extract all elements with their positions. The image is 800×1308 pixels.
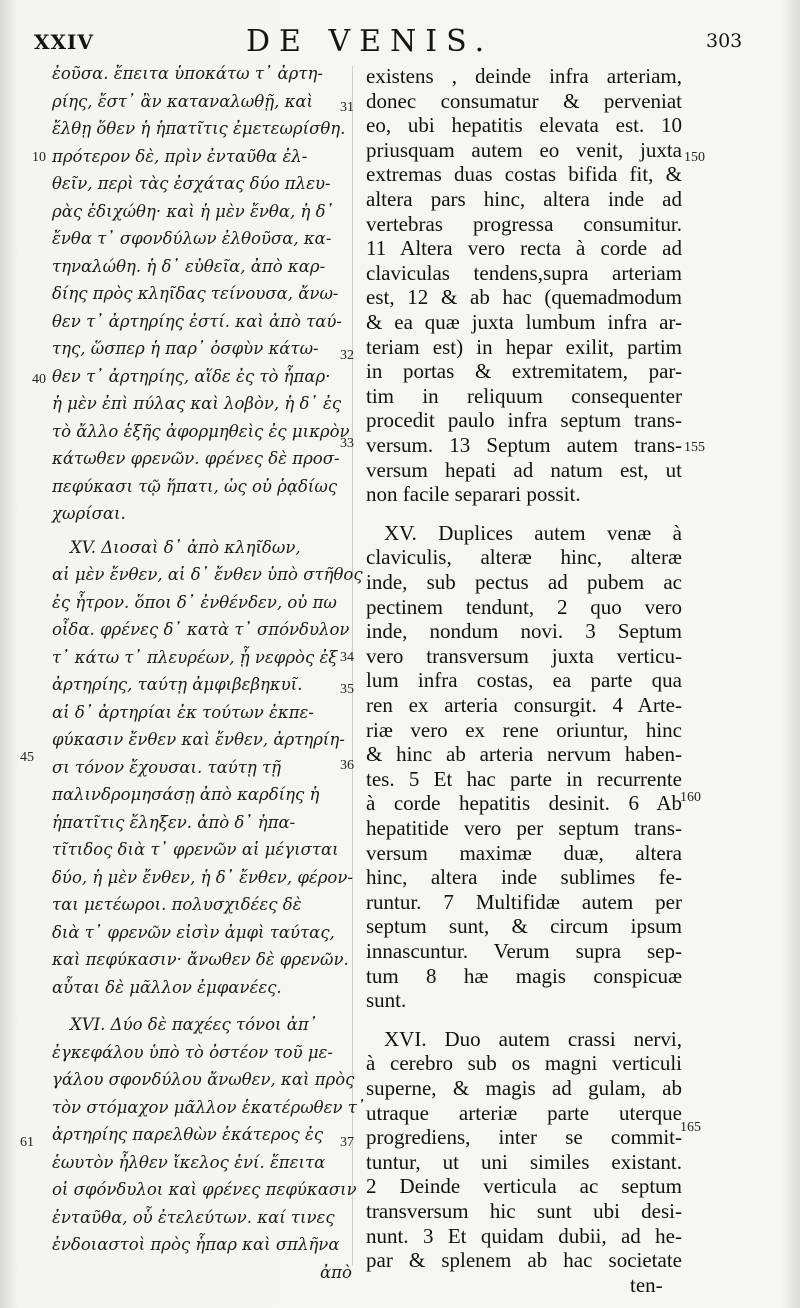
greek-text-line: φύκασιν ἔνθεν καὶ ἔνθεν, ἀρτηρίη-	[52, 730, 345, 749]
margin-line-number: 33	[340, 436, 354, 451]
greek-text-line: αὗται δὲ μᾶλλον ἐμφανέες.	[52, 977, 282, 997]
margin-line-number: 160	[680, 790, 701, 805]
latin-text-line: existens , deinde infra arteriam,	[366, 64, 682, 88]
greek-text-line: χωρίσαι.	[52, 504, 126, 523]
latin-text-line: altera pars hinc, altera inde ad	[366, 187, 682, 211]
margin-line-number: 37	[340, 1135, 354, 1150]
latin-text-line: versum hepati ad natum est, ut	[366, 457, 682, 482]
latin-text-line: tum 8 hæ magis conspicuæ	[366, 963, 682, 988]
margin-line-number: 34	[340, 650, 354, 665]
latin-text-line: à cerebro sub os magni verticuli	[366, 1051, 682, 1076]
greek-text-line: ρὰς ἐδιχώθη· καὶ ἡ μὲν ἔνθα, ἡ δ᾽	[52, 201, 334, 221]
greek-text-line: οἶδα. φρένες δ᾽ κατὰ τ᾽ σπόνδυλον	[52, 620, 350, 639]
greek-text-line: σι τόνον ἔχουσαι. ταύτῃ τῇ	[52, 757, 282, 777]
latin-text-line: versum maximæ duæ, altera	[366, 840, 682, 865]
latin-text-line: tim in reliquum consequenter	[366, 383, 682, 408]
greek-text-line: ἀρτηρίης, ταύτῃ ἀμφιβεβηκυῖ.	[52, 675, 303, 694]
margin-line-number: 40	[32, 372, 46, 387]
greek-text-line: τὸν στόμαχον μᾶλλον ἑκατέρωθεν τ᾽	[52, 1097, 366, 1117]
latin-text-line: innascuntur. Verum supra sep-	[366, 939, 682, 963]
latin-text-line: vero transversum juxta verticu-	[366, 643, 682, 668]
latin-text-line: septum sunt, & circum ipsum	[366, 914, 682, 939]
greek-text-line: τὸ ἄλλο ἑξῆς ἀφορμηθεὶς ἐς μικρὸν	[52, 421, 350, 441]
latin-text-line: XVI. Duo autem crassi nervi,	[384, 1026, 682, 1051]
greek-text-line: ἡ μὲν ἐπὶ πύλας καὶ λοβὸν, ἡ δ᾽ ἐς	[52, 394, 342, 413]
latin-text-line: & ea quæ juxta lumbum infra ar-	[366, 310, 682, 334]
latin-text-line: ten-	[630, 1272, 663, 1297]
latin-text-line: versum. 13 Septum autem trans-	[366, 433, 682, 457]
greek-text-line: XV. Διοσαὶ δ᾽ ἀπὸ κληῖδων,	[70, 537, 301, 557]
greek-text-line: ἐς ἦτρον. ὅποι δ᾽ ἐνθένδεν, οὐ πω	[52, 592, 337, 612]
latin-text-line: runtur. 7 Multifidæ autem per	[366, 889, 682, 914]
latin-text-line: claviculis, alteræ hinc, alteræ	[366, 545, 682, 570]
latin-text-line: tuntur, ut uni similes existant.	[366, 1149, 682, 1174]
latin-text-line: hinc, altera inde sublimes fe-	[366, 865, 682, 890]
margin-line-number: 10	[32, 150, 46, 165]
margin-line-number: 61	[20, 1135, 34, 1150]
latin-text-line: claviculas tendens,supra arteriam	[366, 260, 682, 285]
latin-text-line: non facile separari possit.	[366, 482, 581, 507]
latin-text-line: tes. 5 Et hac parte in recurrente	[366, 766, 682, 791]
greek-text-line: παλινδρομησάσῃ ἀπὸ καρδίης ἡ	[52, 785, 320, 804]
greek-text-line: ἔνθα τ᾽ σφονδύλων ἐλθοῦσα, κα-	[52, 229, 332, 248]
latin-text-line: donec consumatur & perveniat	[366, 88, 682, 113]
greek-text-line: δίης πρὸς κληῖδας τείνουσα, ἄνω-	[52, 284, 339, 303]
running-head-title: DE VENIS.	[246, 24, 494, 59]
latin-text-line: nunt. 3 Et quidam dubii, ad he-	[366, 1223, 682, 1248]
greek-text-line: ἐνταῦθα, οὗ ἐτελεύτων. καί τινες	[52, 1207, 335, 1227]
latin-text-line: pectinem tendunt, 2 quo vero	[366, 594, 682, 619]
greek-text-line: θεν τ᾽ ἀρτηρίης, αἵδε ἐς τὸ ἧπαρ·	[52, 366, 331, 386]
latin-text-line: sunt.	[366, 988, 407, 1013]
greek-text-line: XVI. Δύο δὲ παχέες τόνοι ἀπ᾽	[70, 1015, 317, 1034]
greek-text-line: ἑωυτὸν ἦλθεν ἴκελος ἑνί. ἔπειτα	[52, 1152, 326, 1172]
latin-text-line: 2 Deinde verticula ac septum	[366, 1174, 682, 1199]
greek-text-line: θεν τ᾽ ἀρτηρίης ἐστί. καὶ ἀπὸ ταύ-	[52, 311, 343, 331]
latin-text-line: procedit paulo infra septum trans-	[366, 408, 682, 433]
greek-text-line: ἔλθῃ ὅθεν ἡ ἡπατῖτις ἐμετεωρίσθη.	[52, 119, 346, 138]
greek-text-line: καὶ πεφύκασιν· ἄνωθεν δὲ φρενῶν.	[52, 950, 349, 969]
greek-text-line: ἐοῦσα. ἔπειτα ὑποκάτω τ᾽ ἀρτη-	[52, 64, 323, 83]
margin-line-number: 155	[684, 440, 705, 455]
latin-text-line: ren ex arteria consurgit. 4 Arte-	[366, 693, 682, 717]
greek-text-line: της, ὥσπερ ἡ παρ᾽ ὀσφὺν κάτω-	[52, 339, 319, 358]
latin-text-line: superne, & magis ad gulam, ab	[366, 1076, 682, 1100]
latin-text-line: XV. Duplices autem venæ à	[384, 520, 682, 545]
margin-line-number: 32	[340, 348, 354, 363]
latin-text-line: transversum hic sunt ubi desi-	[366, 1199, 682, 1223]
greek-text-line: κάτωθεν φρενῶν. φρένες δὲ προσ-	[52, 449, 340, 468]
latin-text-line: lum infra costas, ea parte qua	[366, 668, 682, 693]
greek-text-line: τ᾽ κάτω τ᾽ πλευρέων, ᾗ νεφρὸς ἐξ	[52, 647, 338, 667]
margin-line-number: 35	[340, 682, 354, 697]
margin-line-number: 165	[680, 1120, 701, 1135]
running-head-section: XXIV	[34, 30, 94, 54]
margin-line-number: 45	[20, 750, 34, 765]
greek-text-line: αἱ δ᾽ ἀρτηρίαι ἐκ τούτων ἐκπε-	[52, 702, 314, 722]
latin-text-line: eo, ubi hepatitis elevata est. 10	[366, 113, 682, 138]
greek-text-line: τηναλώθη. ἡ δ᾽ εὐθεῖα, ἀπὸ καρ-	[52, 256, 326, 276]
greek-text-line: πρότερον δὲ, πρὶν ἐνταῦθα ἐλ-	[52, 146, 308, 166]
greek-text-line: ἡπατῖτις ἔληξεν. ἀπὸ δ᾽ ἡπα-	[52, 812, 296, 832]
margin-line-number: 150	[684, 150, 705, 165]
latin-text-line: hepatitide vero per septum trans-	[366, 816, 682, 840]
latin-text-line: inde, nondum novi. 3 Septum	[366, 619, 682, 644]
greek-text-line: γάλου σφονδύλου ἄνωθεν, καὶ πρὸς	[52, 1070, 355, 1089]
latin-text-line: vertebras progressa consumitur.	[366, 211, 682, 236]
greek-text-line: τῖτιδος διὰ τ᾽ φρενῶν αἱ μέγισται	[52, 840, 339, 859]
latin-text-line: 11 Altera vero recta à corde ad	[366, 236, 682, 261]
margin-line-number: 31	[340, 100, 354, 115]
greek-text-line: ἀρτηρίης παρελθὼν ἑκάτερος ἐς	[52, 1125, 324, 1144]
greek-text-line: ρίης, ἔστ᾽ ἂν καταναλωθῇ, καὶ	[52, 91, 314, 111]
greek-text-line: ἀπὸ	[320, 1262, 352, 1282]
latin-text-line: utraque arteriæ parte uterque	[366, 1100, 682, 1125]
latin-text-line: riæ vero ex rene oriuntur, hinc	[366, 717, 682, 742]
greek-text-line: αἱ μὲν ἔνθεν, αἱ δ᾽ ἔνθεν ὑπὸ στῆθος	[52, 565, 363, 584]
greek-text-line: διὰ τ᾽ φρενῶν εἰσὶν ἀμφὶ ταύτας,	[52, 922, 335, 942]
greek-text-line: πεφύκασι τῷ ἥπατι, ὡς οὐ ῥᾳδίως	[52, 476, 338, 496]
greek-text-line: δύο, ἡ μὲν ἔνθεν, ἡ δ᾽ ἔνθεν, φέρον-	[52, 867, 353, 887]
latin-text-line: à corde hepatitis desinit. 6 Ab	[366, 791, 682, 816]
latin-text-line: inde, sub pectus ad pubem ac	[366, 570, 682, 594]
page-number: 303	[706, 30, 743, 52]
margin-line-number: 36	[340, 758, 354, 773]
greek-text-line: ἐνδοιαστοὶ πρὸς ἧπαρ καὶ σπλῆνα	[52, 1235, 340, 1254]
latin-text-line: & hinc ab arteria nervum haben-	[366, 742, 682, 767]
greek-text-line: οἱ σφόνδυλοι καὶ φρένες πεφύκασιν	[52, 1180, 357, 1199]
greek-text-line: ἐγκεφάλου ὑπὸ τὸ ὀστέον τοῦ με-	[52, 1042, 333, 1062]
greek-text-line: θεῖν, περὶ τὰς ἐσχάτας δύο πλευ-	[52, 174, 331, 193]
latin-text-line: est, 12 & ab hac (quemadmodum	[366, 285, 682, 310]
latin-text-line: extremas duas costas bifida fit, &	[366, 162, 682, 187]
latin-text-line: teriam est) in hepar exilit, partim	[366, 334, 682, 359]
latin-text-line: progrediens, inter se commit-	[366, 1125, 682, 1150]
latin-text-line: par & splenem ab hac societate	[366, 1248, 682, 1273]
latin-text-line: in portas & extremitatem, par-	[366, 359, 682, 384]
latin-text-line: priusquam autem eo venit, juxta	[366, 137, 682, 162]
greek-text-line: ται μετέωροι. πολυσχιδέες δὲ	[52, 895, 302, 914]
